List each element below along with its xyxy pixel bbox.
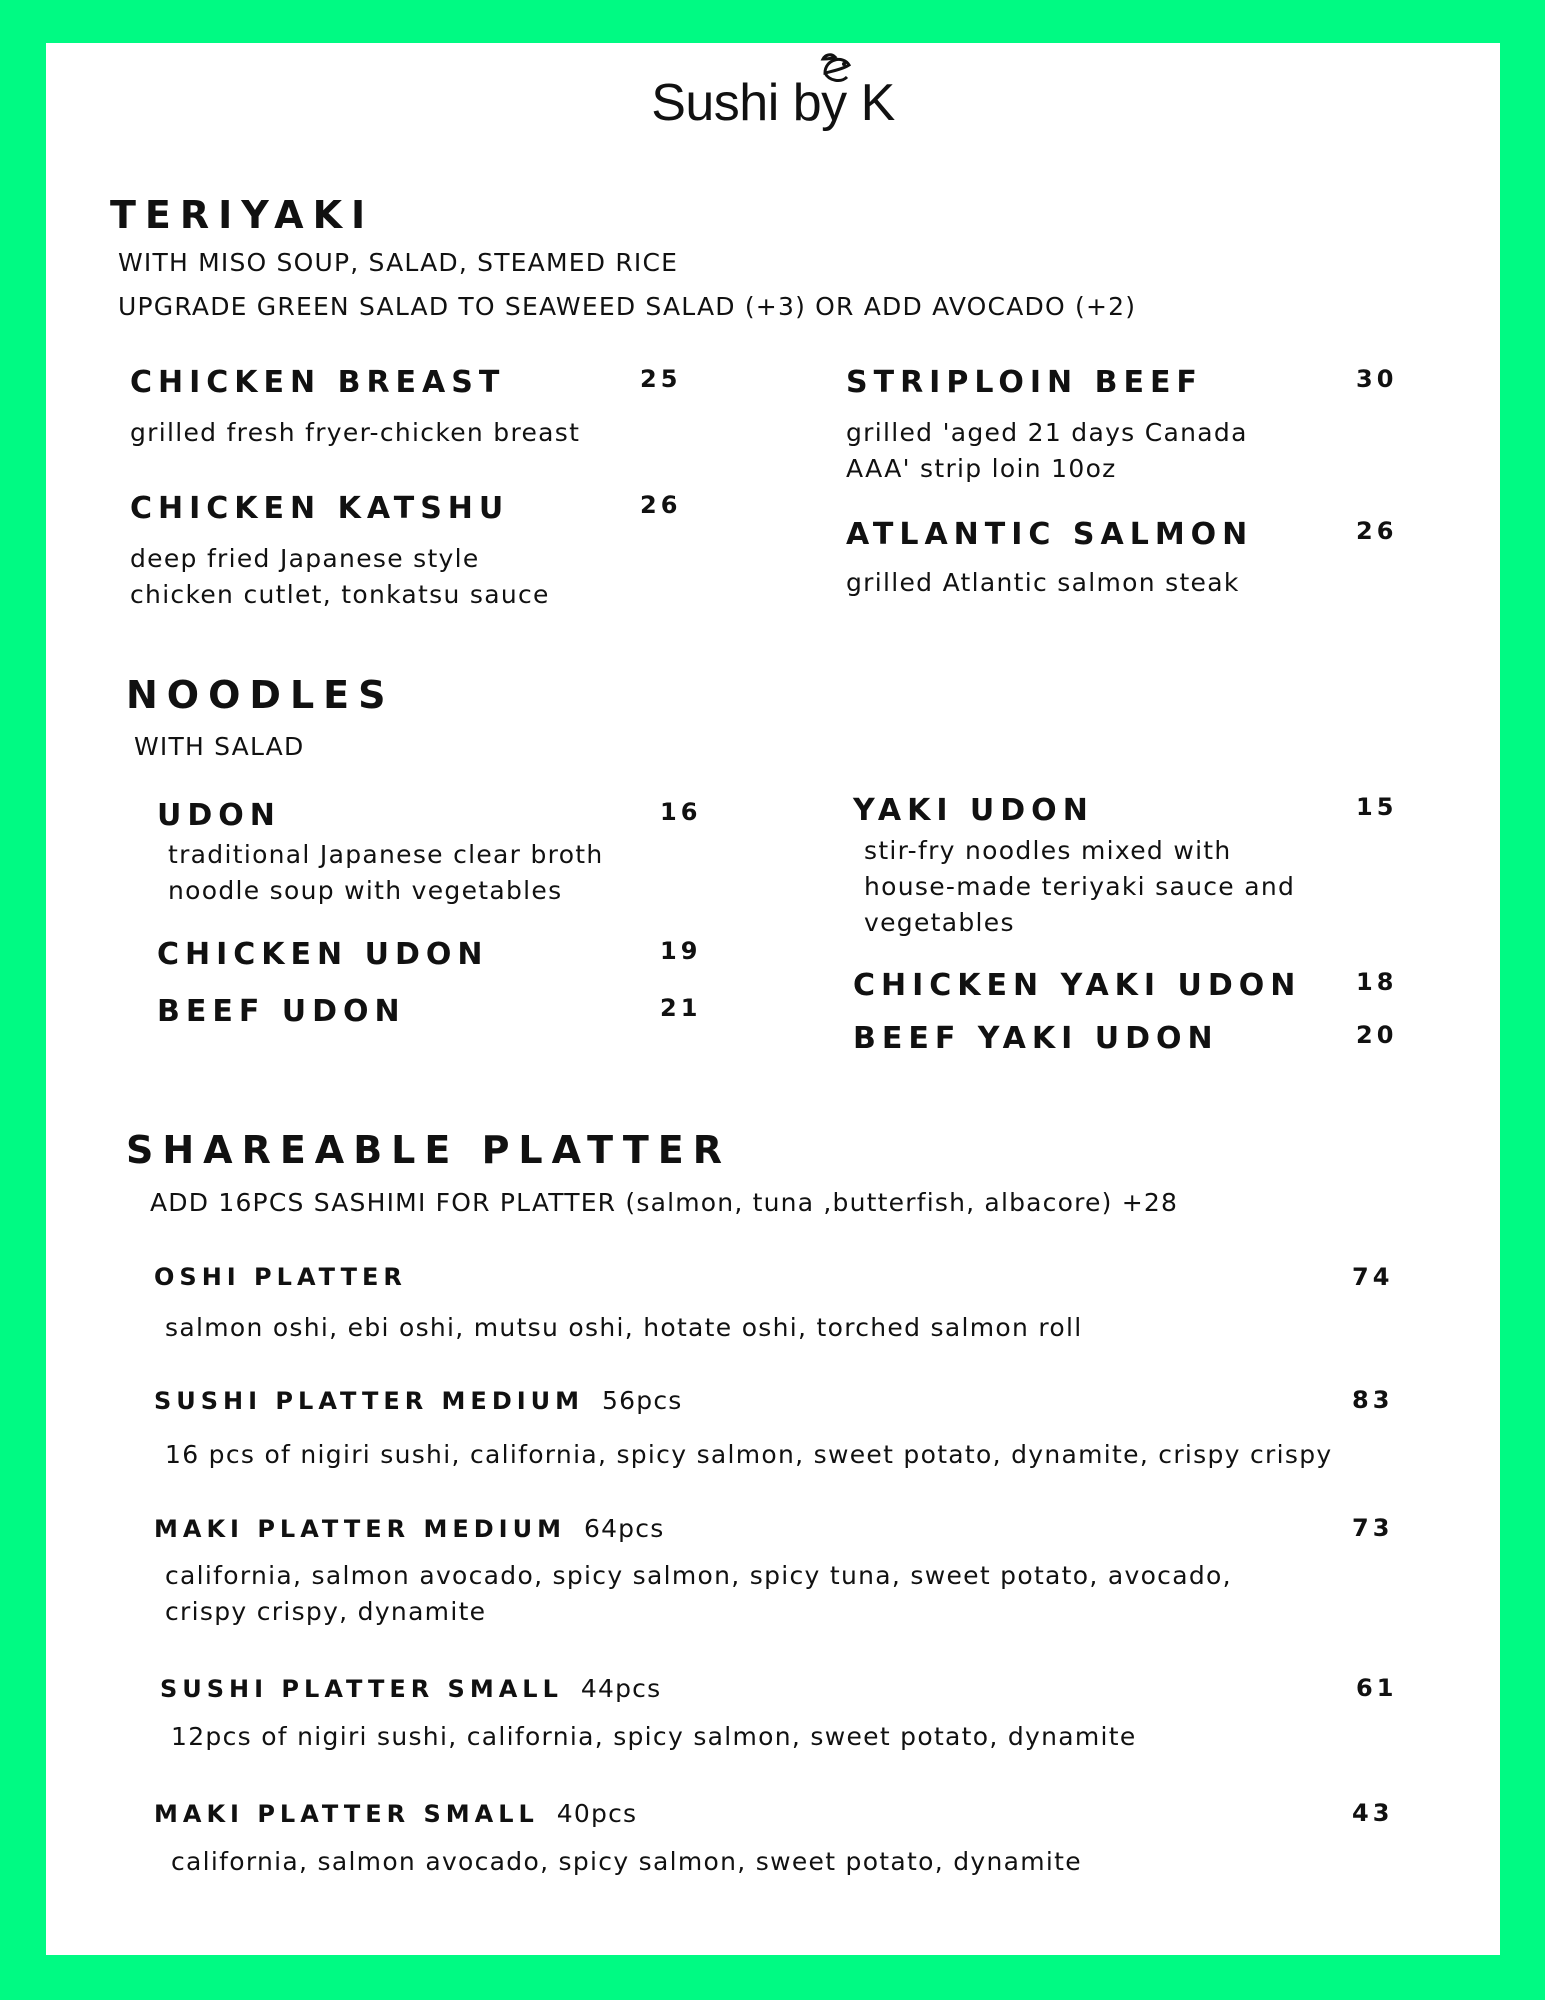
- teriyaki-note-2: UPGRADE GREEN SALAD TO SEAWEED SALAD (+3) OR ADD AVOCADO (+2): [118, 292, 1137, 321]
- menu-item-price: 18: [1356, 968, 1398, 996]
- menu-item-name: YAKI UDON: [853, 793, 1094, 828]
- menu-item-description: grilled 'aged 21 days Canada AAA' strip loin 10oz: [846, 418, 1248, 483]
- platter-item-name: [154, 1799, 637, 1828]
- menu-item-name: CHICKEN BREAST: [130, 365, 506, 400]
- logo: [46, 73, 1500, 133]
- noodles-note: WITH SALAD: [134, 732, 305, 761]
- platter-item-price: 83: [1352, 1386, 1394, 1414]
- platter-item-description: salmon oshi, ebi oshi, mutsu oshi, hotate oshi, torched salmon roll: [165, 1313, 1083, 1342]
- platter-item-name: [154, 1514, 664, 1543]
- menu-item-name: CHICKEN KATSHU: [130, 491, 510, 526]
- platter-item-name: [154, 1386, 683, 1415]
- menu-item-price: 30: [1356, 365, 1398, 393]
- platter-item-price: 61: [1356, 1674, 1398, 1702]
- platter-item-pcs: 64pcs: [583, 1514, 665, 1543]
- platter-item-price: 73: [1352, 1514, 1394, 1542]
- menu-item-name: CHICKEN YAKI UDON: [853, 968, 1302, 1003]
- menu-item-price: 26: [640, 491, 682, 519]
- menu-item-price: 25: [640, 365, 682, 393]
- menu-item-price: 26: [1356, 517, 1398, 545]
- platter-item-description: 12pcs of nigiri sushi, california, spicy salmon, sweet potato, dynamite: [171, 1722, 1137, 1751]
- platter-note: ADD 16PCS SASHIMI FOR PLATTER (salmon, tuna ,butterfish, albacore) +28: [150, 1188, 1179, 1217]
- platter-item-pcs: 44pcs: [580, 1674, 662, 1703]
- platter-item-title: MAKI PLATTER SMALL: [154, 1800, 539, 1828]
- menu-item-price: 15: [1356, 793, 1398, 821]
- menu-item-description: traditional Japanese clear broth noodle soup with vegetables: [168, 840, 604, 905]
- menu-item-description: grilled Atlantic salmon steak: [846, 568, 1240, 597]
- platter-item-name: [160, 1674, 661, 1703]
- menu-item-price: 21: [660, 994, 702, 1022]
- platter-item-price: 74: [1352, 1263, 1394, 1291]
- platter-title: SHAREABLE PLATTER: [126, 1128, 732, 1172]
- platter-item-description: 16 pcs of nigiri sushi, california, spicy salmon, sweet potato, dynamite, crispy crispy: [165, 1440, 1333, 1469]
- platter-item-description: california, salmon avocado, spicy salmon, sweet potato, dynamite: [171, 1847, 1082, 1876]
- menu-item-description: grilled fresh fryer-chicken breast: [130, 418, 581, 447]
- menu-item-price: 20: [1356, 1021, 1398, 1049]
- menu-item-name: CHICKEN UDON: [157, 937, 489, 972]
- platter-item-name: [154, 1263, 407, 1291]
- menu-item-name: STRIPLOIN BEEF: [846, 365, 1203, 400]
- platter-item-description: california, salmon avocado, spicy salmon, spicy tuna, sweet potato, avocado, crispy crispy, dynamite: [165, 1561, 1232, 1626]
- platter-item-title: SUSHI PLATTER SMALL: [160, 1675, 563, 1703]
- menu-item-name: BEEF YAKI UDON: [853, 1021, 1219, 1056]
- menu-item-name: ATLANTIC SALMON: [846, 517, 1254, 552]
- platter-item-price: 43: [1352, 1799, 1394, 1827]
- logo-text: Sushi by K: [651, 74, 895, 132]
- platter-item-pcs: 56pcs: [602, 1386, 683, 1415]
- platter-item-title: SUSHI PLATTER MEDIUM: [154, 1387, 585, 1415]
- leaf-fish-icon: [815, 51, 861, 93]
- noodles-title: NOODLES: [126, 673, 395, 717]
- menu-item-price: 16: [660, 798, 702, 826]
- teriyaki-title: TERIYAKI: [110, 193, 375, 237]
- menu-item-name: UDON: [157, 798, 281, 833]
- menu-page: [46, 43, 1500, 1955]
- platter-item-pcs: 40pcs: [556, 1799, 638, 1828]
- menu-item-description: stir-fry noodles mixed with house-made teriyaki sauce and vegetables: [864, 836, 1296, 937]
- menu-item-price: 19: [660, 937, 702, 965]
- teriyaki-note-1: WITH MISO SOUP, SALAD, STEAMED RICE: [118, 248, 679, 277]
- menu-item-description: deep fried Japanese style chicken cutlet, tonkatsu sauce: [130, 544, 550, 609]
- platter-item-title: OSHI PLATTER: [154, 1263, 407, 1291]
- platter-item-title: MAKI PLATTER MEDIUM: [154, 1515, 566, 1543]
- menu-item-name: BEEF UDON: [157, 994, 406, 1029]
